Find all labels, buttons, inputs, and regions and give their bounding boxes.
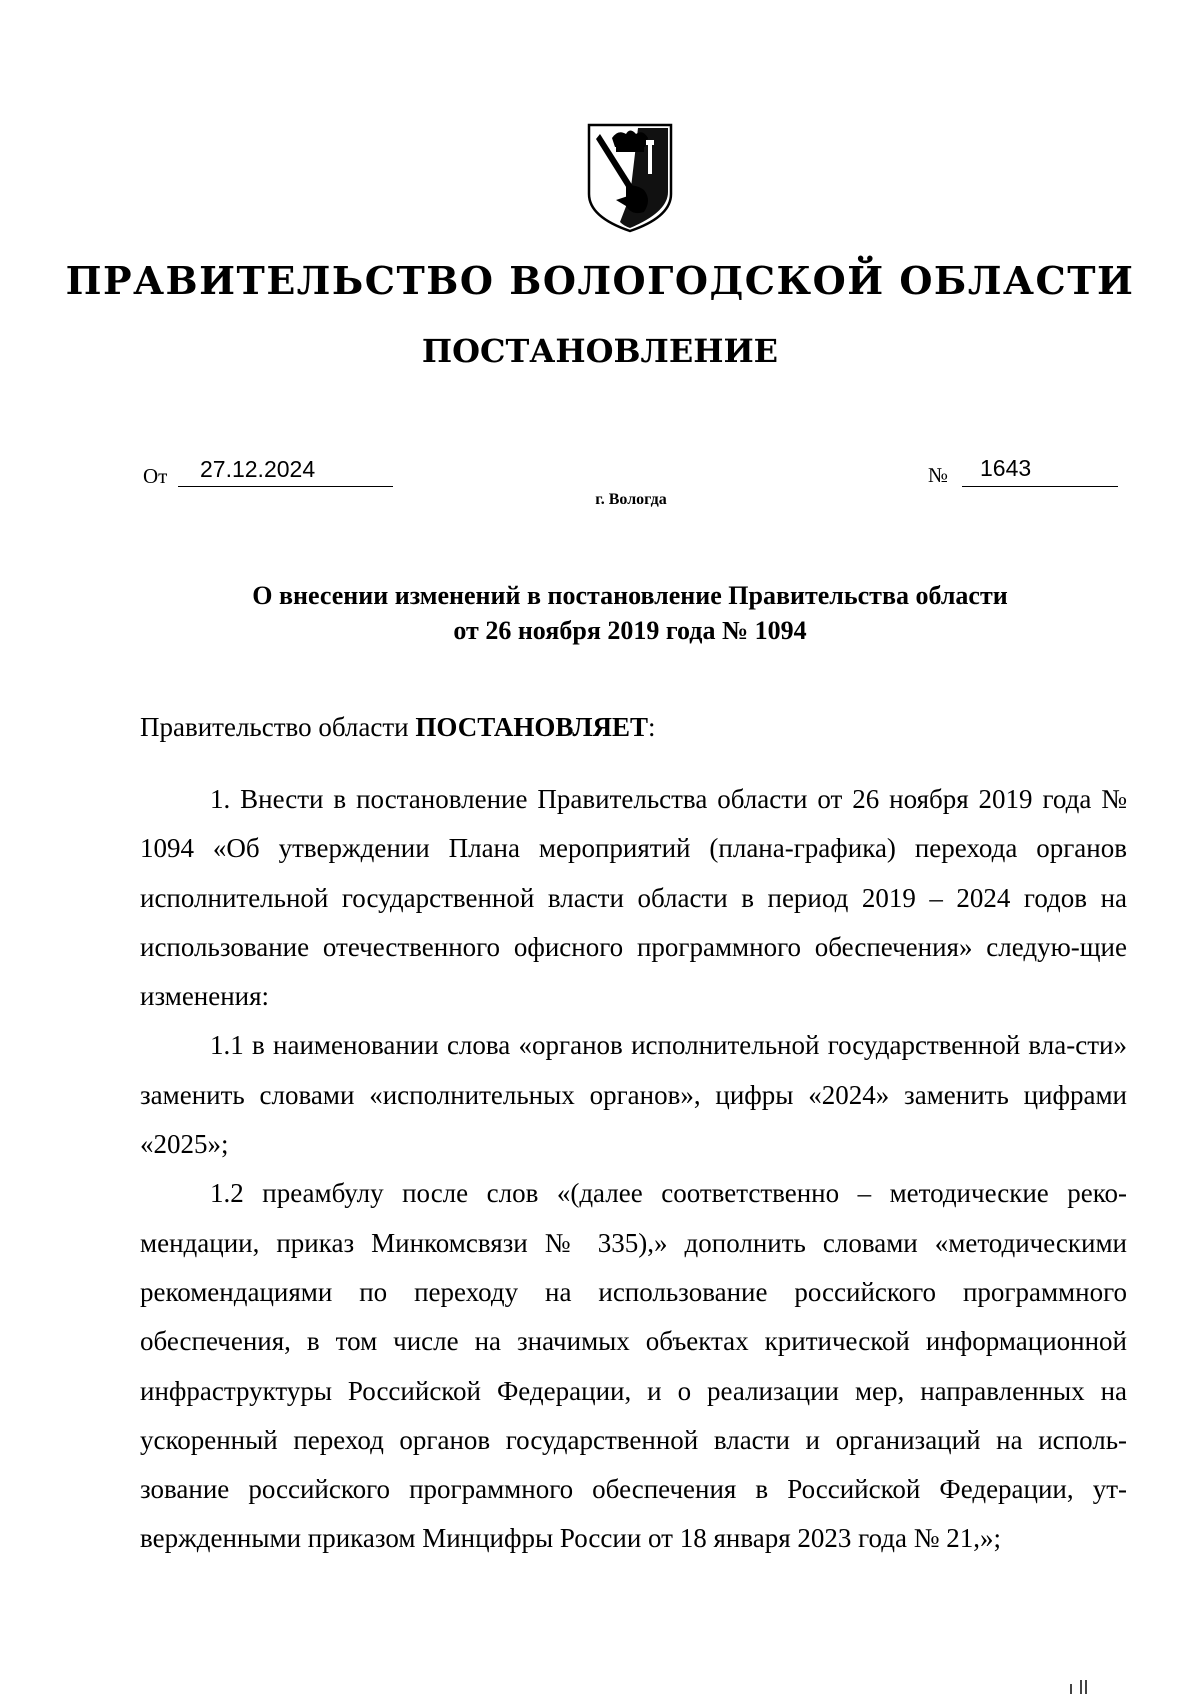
scan-mark (1068, 1680, 1094, 1694)
document-type: ПОСТАНОВЛЕНИЕ (421, 332, 779, 370)
number-value: 1643 (980, 455, 1032, 481)
organization-name: ПРАВИТЕЛЬСТВО ВОЛОГОДСКОЙ ОБЛАСТИ (65, 258, 1135, 303)
coat-of-arms-icon (586, 122, 674, 234)
date-label: От (143, 464, 168, 488)
number-underline (962, 486, 1118, 487)
number-label: № (928, 463, 949, 487)
preamble-suffix: : (647, 712, 656, 742)
document-body (140, 775, 1127, 1564)
document-title (140, 578, 1120, 648)
city-name: г. Вологда (595, 491, 667, 508)
paragraph-1-2: 1.2 преамбулу после слов «(далее соответственно – методические реко-мендации, приказ Минкомсвязи № 335),» дополнить словами «методическими рекомендациями по переходу на использование российского программного обеспечения, в том числе на значимых объектах критической информационной инфраструктуры Российской Федерации, и о реализации мер, направленных на ускоренный переход органов государственной власти и организаций на исполь-зование российского программного обеспечения в Российской Федерации, ут-вержденными приказом Минцифры России от 18 января 2023 года № 21,»; (140, 1178, 1127, 1554)
paragraph-1: 1. Внести в постановление Правительства области от 26 ноября 2019 года № 1094 «Об утверждении Плана мероприятий (плана-графика) перехода органов исполнительной государственной власти области в период 2019 – 2024 годов на использование отечественного офисного программного обеспечения» следую-щие изменения: (140, 784, 1127, 1012)
date-underline (178, 486, 393, 487)
preamble-text: Правительство области (140, 712, 416, 742)
preamble-emphasis: ПОСТАНОВЛЯЕТ (415, 712, 648, 742)
title-line-1: О внесении изменений в постановление Правительства области (252, 581, 1008, 610)
preamble (140, 712, 656, 743)
title-line-2: от 26 ноября 2019 года № 1094 (453, 616, 807, 645)
date-value: 27.12.2024 (200, 456, 316, 482)
paragraph-1-1: 1.1 в наименовании слова «органов исполнительной государственной вла-сти» заменить словами «исполнительных органов», цифры «2024» заменить цифрами «2025»; (140, 1030, 1127, 1160)
